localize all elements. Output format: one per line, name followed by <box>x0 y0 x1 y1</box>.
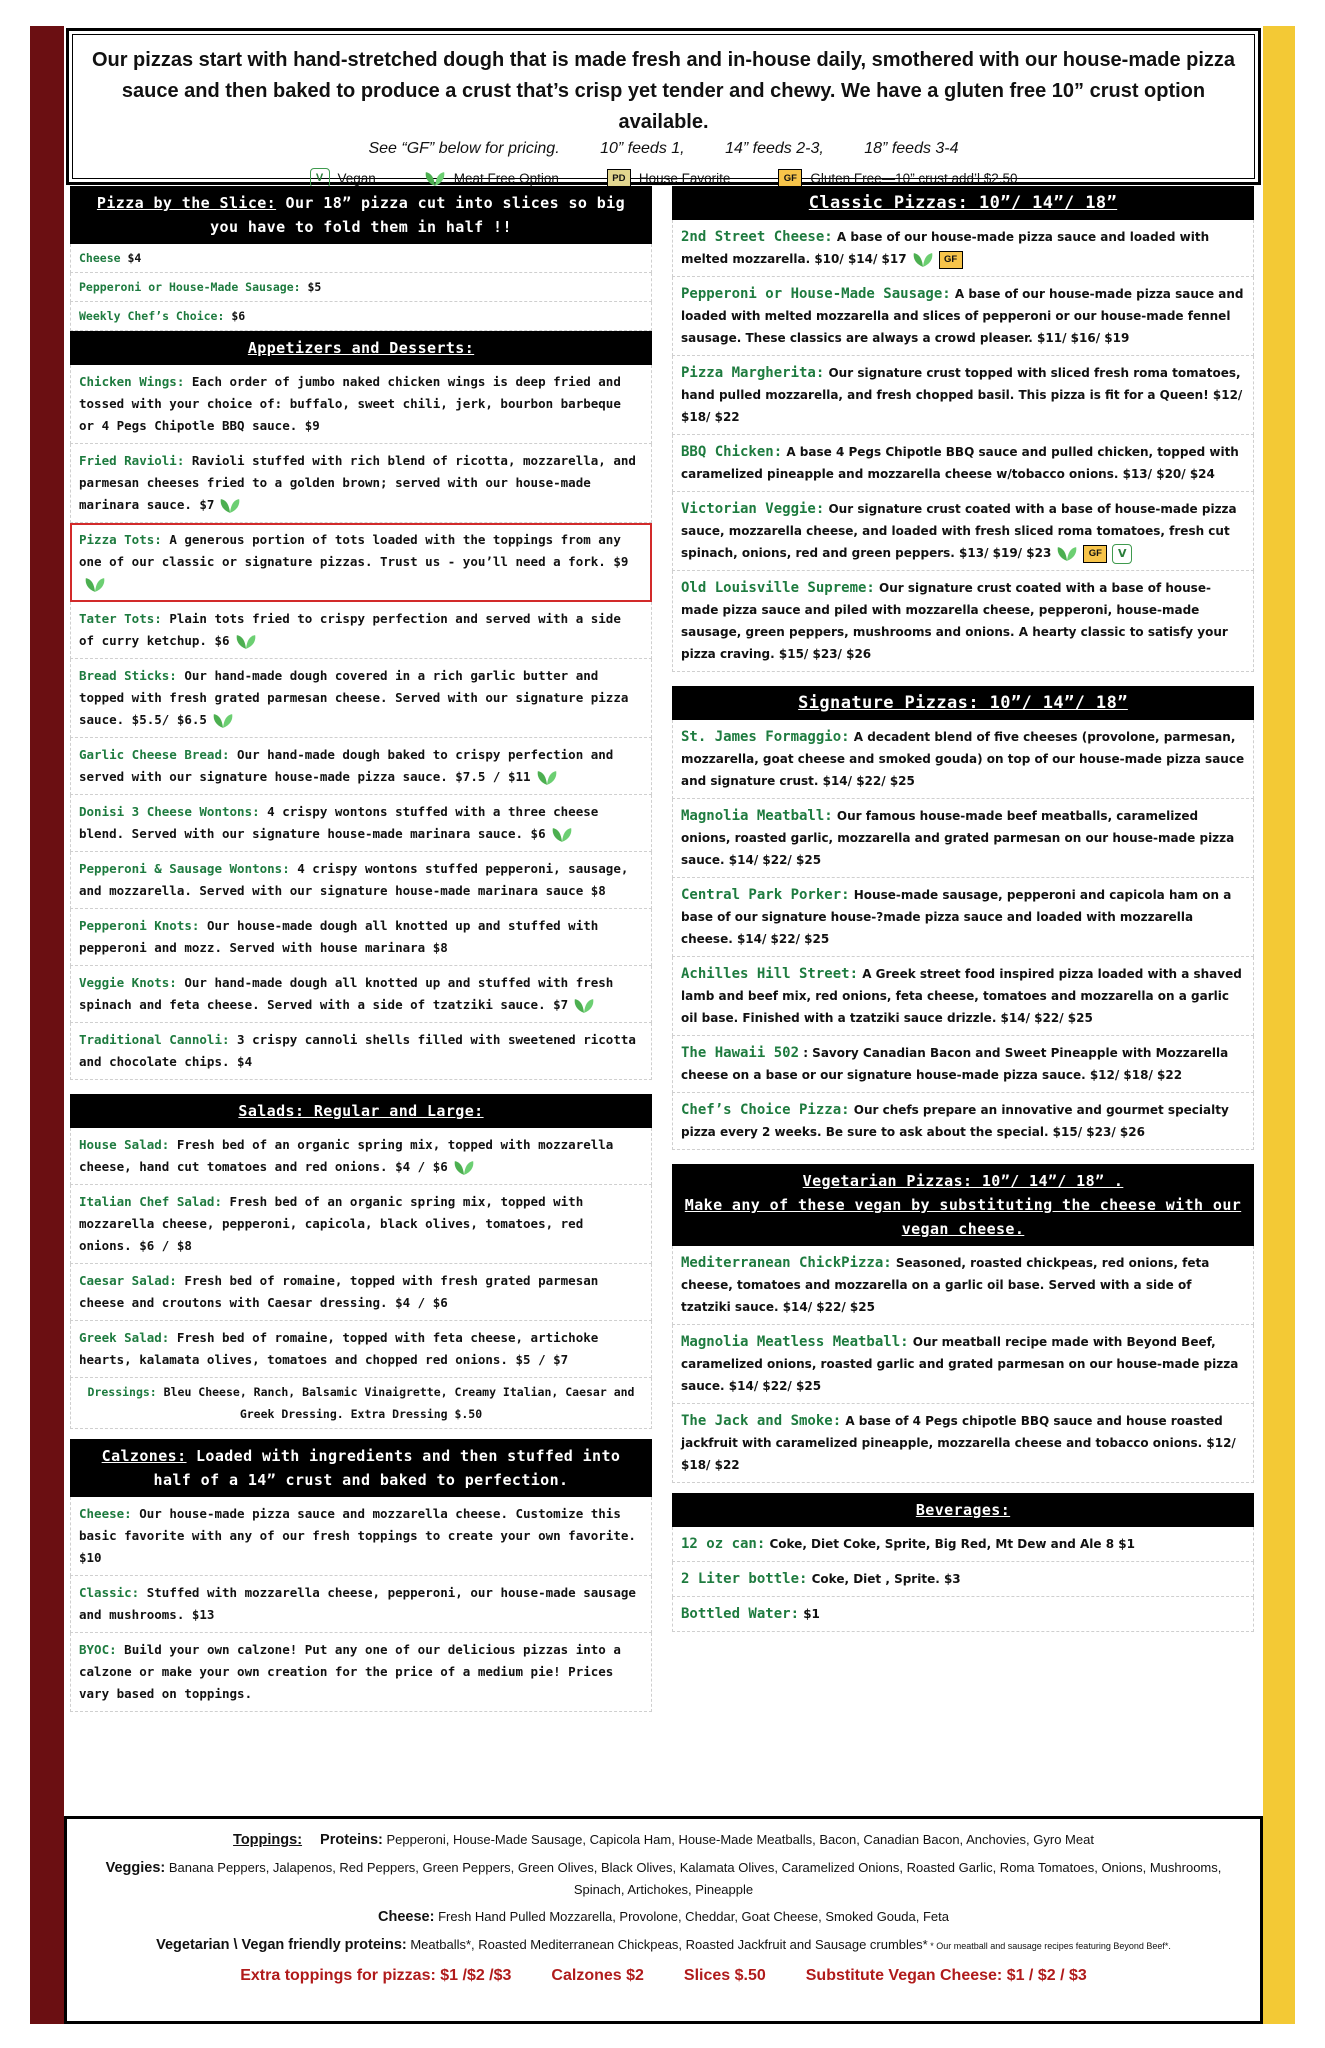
menu-item: Chicken Wings: Each order of jumbo naked chicken wings is deep fried and tossed with your choice of: buffalo, sweet chili, jerk, bourbon barbeque or 4 Pegs Chipotle BBQ sauce. $9 <box>70 365 652 444</box>
menu-item: Tater Tots: Plain tots fried to crispy perfection and served with a side of curry ketchup. $6 <box>70 602 652 659</box>
menu-item: Traditional Cannoli: 3 crispy cannoli shells filled with sweetened ricotta and chocolate chips. $4 <box>70 1023 652 1080</box>
extra-calzones: Calzones $2 <box>551 1967 644 1984</box>
menu-item: Italian Chef Salad: Fresh bed of an organic spring mix, topped with mozzarella cheese, pepperoni, capicola, black olives, tomatoes, red onions. $6 / $8 <box>70 1185 652 1264</box>
header-pricing <box>91 140 1236 158</box>
salads-section-title: Salads: Regular and Large: <box>70 1094 652 1128</box>
vegan-v-icon: V <box>310 168 330 188</box>
extra-pizzas: Extra toppings for pizzas: $1 /$2 /$3 <box>240 1967 512 1984</box>
legend-meat-free: Meat Free Option <box>424 170 559 187</box>
menu-item: Caesar Salad: Fresh bed of romaine, topped with fresh grated parmesan cheese and croutons with Caesar dressing. $4 / $6 <box>70 1264 652 1321</box>
pd-badge: PD <box>607 169 631 187</box>
menu-item: Bread Sticks: Our hand-made dough covered in a rich garlic butter and topped with fresh grated parmesan cheese. Served with our signature pizza sauce. $5.5/ $6.5 <box>70 659 652 738</box>
vegetarian-section-title: Vegetarian Pizzas: 10”/ 14”/ 18” . Make any of these vegan by substituting the cheese with our vegan cheese. <box>672 1164 1254 1246</box>
see-gf-note: See “GF” below for pricing. <box>368 140 560 157</box>
menu-item: Magnolia Meatless Meatball: Our meatball recipe made with Beyond Beef, caramelized onions, roasted garlic and grated parmesan on our house-made pizza sauce. $14/ $22/ $25 <box>672 1325 1254 1404</box>
signature-section-title: Signature Pizzas: 10”/ 14”/ 18” <box>672 686 1254 720</box>
toppings-title: Toppings: <box>233 1832 303 1848</box>
legend-gluten-free: GF Gluten Free—10” crust add’l $2.50 <box>778 169 1017 187</box>
menu-item: Fried Ravioli: Ravioli stuffed with rich blend of ricotta, mozzarella, and parmesan cheeses fried to a golden brown; served with our house-made marinara sauce. $7 <box>70 444 652 523</box>
menu-item: Pepperoni & Sausage Wontons: 4 crispy wontons stuffed pepperoni, sausage, and mozzarella. Served with our signature house-made marinara sauce $8 <box>70 852 652 909</box>
leaf-icon <box>212 712 234 729</box>
feeds-14: 14” feeds 2-3, <box>725 140 824 157</box>
header-intro: Our pizzas start with hand-stretched dough that is made fresh and in-house daily, smothered with our house-made pizza sauce and then baked to produce a crust that’s crisp yet tender and chewy. We have a gluten free 10” crust option available. <box>91 49 1236 133</box>
menu-item: Garlic Cheese Bread: Our hand-made dough baked to crispy perfection and served with our signature house-made pizza sauce. $7.5 / $11 <box>70 738 652 795</box>
calzones-section-title: Calzones: Loaded with ingredients and then stuffed into half of a 14” crust and baked to perfection. <box>70 1439 652 1497</box>
extra-toppings-prices <box>81 1965 1246 1986</box>
menu-item: House Salad: Fresh bed of an organic spring mix, topped with mozzarella cheese, hand cut tomatoes and red onions. $4 / $6 <box>70 1128 652 1185</box>
menu-item: Weekly Chef’s Choice: $6 <box>70 302 652 331</box>
right-column <box>672 186 1254 1632</box>
menu-item: BYOC: Build your own calzone! Put any one of our delicious pizzas into a calzone or make your own creation for the price of a medium pie! Prices vary based on toppings. <box>70 1633 652 1712</box>
menu-item-highlighted: Pizza Tots: A generous portion of tots loaded with the toppings from any one of our classic or signature pizzas. Trust us - you’ll need a fork. $9 <box>70 523 652 602</box>
menu-item: Donisi 3 Cheese Wontons: 4 crispy wontons stuffed with a three cheese blend. Served with our signature house-made marinara sauce. $6 <box>70 795 652 852</box>
classic-section-title: Classic Pizzas: 10”/ 14”/ 18” <box>672 186 1254 220</box>
menu-item: Veggie Knots: Our hand-made dough all knotted up and stuffed with fresh spinach and feta cheese. Served with a side of tzatziki sauce. $7 <box>70 966 652 1023</box>
left-column <box>70 186 652 1712</box>
leaf-icon <box>453 1159 475 1176</box>
slice-section-title: Pizza by the Slice: Our 18” pizza cut into slices so big you have to fold them in half !! <box>70 186 652 244</box>
menu-item: Pepperoni or House-Made Sausage: A base of our house-made pizza sauce and loaded with melted mozzarella and slices of pepperoni or our house-made fennel sausage. These classics are always a crowd pleaser. $11/ $16/ $19 <box>672 277 1254 356</box>
legend-house-favorite: PD House Favorite <box>607 169 731 187</box>
menu-item: BBQ Chicken: A base 4 Pegs Chipotle BBQ sauce and pulled chicken, topped with caramelized pineapple and mozzarella cheese w/tobacco onions. $13/ $20/ $24 <box>672 435 1254 492</box>
menu-item: Cheese $4 <box>70 244 652 273</box>
left-color-band <box>30 26 64 2024</box>
menu-item: St. James Formaggio: A decadent blend of five cheeses (provolone, parmesan, mozzarella, goat cheese and smoked gouda) on top of our house-made pizza sauce and signature crust. $14/ $22/ $25 <box>672 720 1254 799</box>
leaf-icon <box>84 576 106 593</box>
leaf-icon <box>536 769 558 786</box>
menu-item: Central Park Porker: House-made sausage, pepperoni and capicola ham on a base of our signature house-?made pizza sauce and loaded with mozzarella cheese. $14/ $22/ $25 <box>672 878 1254 957</box>
menu-page <box>64 26 1263 2024</box>
feeds-18: 18” feeds 3-4 <box>864 140 959 157</box>
menu-item: 2 Liter bottle: Coke, Diet , Sprite. $3 <box>672 1562 1254 1597</box>
menu-item: 2nd Street Cheese: A base of our house-made pizza sauce and loaded with melted mozzarella. $10/ $14/ $17 GF <box>672 220 1254 277</box>
leaf-icon <box>219 497 241 514</box>
leaf-icon <box>573 997 595 1014</box>
menu-item: Chef’s Choice Pizza: Our chefs prepare an innovative and gourmet specialty pizza every 2 weeks. Be sure to ask about the special. $15/ $23/ $26 <box>672 1093 1254 1150</box>
menu-item: Old Louisville Supreme: Our signature crust coated with a base of house-made pizza sauce and piled with mozzarella cheese, pepperoni, house-made sausage, green peppers, mushrooms and onions. A hearty classic to satisfy your pizza craving. $15/ $23/ $26 <box>672 571 1254 672</box>
beverages-section-title: Beverages: <box>672 1493 1254 1527</box>
legend-vegan: V Vegan <box>310 168 376 188</box>
dressings: Dressings: Bleu Cheese, Ranch, Balsamic Vinaigrette, Creamy Italian, Caesar and Greek Dressing. Extra Dressing $.50 <box>70 1378 652 1429</box>
toppings-box: Toppings: Proteins: Pepperoni, House-Made Sausage, Capicola Ham, House-Made Meatballs, Bacon, Canadian Bacon, Anchovies, Gyro Meat Veggies: Banana Peppers, Jalapenos, Red Peppers, Green Peppers, Green Olives, Black Olives, Kalamata Olives, Caramelized Onions, Roasted Garlic, Roma Tomatoes, Onions, Mushrooms, Spinach, Artichokes, Pineapple Cheese: Fresh Hand Pulled Mozzarella, Provolone, Cheddar, Goat Cheese, Smoked Gouda, Feta Vegetarian \ Vegan friendly proteins: Meatballs*, Roasted Mediterranean Chickpeas, Roasted Jackfruit and Sausage crumbles* * Our meatball and sausage recipes featuring Beyond Beef*. Extra toppings for pizzas: $1 /$2 /$3 Calzones $2 Slices $.50 Substitute Vegan Cheese: $1 / $2 / $3 <box>64 1816 1263 2024</box>
menu-item: Classic: Stuffed with mozzarella cheese, pepperoni, our house-made sausage and mushrooms. $13 <box>70 1576 652 1633</box>
leaf-icon <box>1056 545 1078 562</box>
appetizers-section-title: Appetizers and Desserts: <box>70 331 652 365</box>
menu-item: Achilles Hill Street: A Greek street food inspired pizza loaded with a shaved lamb and beef mix, red onions, feta cheese, tomatoes and mozzarella on a garlic oil base. Finished with a tzatziki sauce drizzle. $14/ $22/ $25 <box>672 957 1254 1036</box>
leaf-icon <box>235 633 257 650</box>
leaf-icon <box>912 251 934 268</box>
gf-badge: GF <box>939 251 963 269</box>
menu-item: Magnolia Meatball: Our famous house-made beef meatballs, caramelized onions, roasted garlic, mozzarella and grated parmesan on our house-made pizza sauce. $14/ $22/ $25 <box>672 799 1254 878</box>
menu-item: Bottled Water: $1 <box>672 1597 1254 1632</box>
menu-item: Pepperoni or House-Made Sausage: $5 <box>70 273 652 302</box>
menu-item: The Jack and Smoke: A base of 4 Pegs chipotle BBQ sauce and house roasted jackfruit with caramelized pineapple, mozzarella cheese and tobacco onions. $12/ $18/ $22 <box>672 1404 1254 1483</box>
feeds-10: 10” feeds 1, <box>600 140 685 157</box>
menu-item: The Hawaii 502 : Savory Canadian Bacon and Sweet Pineapple with Mozzarella cheese on a base or our signature house-made pizza sauce. $12/ $18/ $22 <box>672 1036 1254 1093</box>
vegan-v-icon: V <box>1112 544 1132 564</box>
leaf-icon <box>424 170 446 187</box>
menu-item: Victorian Veggie: Our signature crust coated with a base of house-made pizza sauce, mozzarella cheese, and loaded with fresh sliced roma tomatoes, fresh cut spinach, onions, red and green peppers. $13/ $19/ $23 GF V <box>672 492 1254 571</box>
extra-slices: Slices $.50 <box>683 1967 766 1984</box>
menu-item: Pizza Margherita: Our signature crust topped with sliced fresh roma tomatoes, hand pulled mozzarella, and fresh chopped basil. This pizza is fit for a Queen! $12/ $18/ $22 <box>672 356 1254 435</box>
menu-item: Greek Salad: Fresh bed of romaine, topped with feta cheese, artichoke hearts, kalamata olives, tomatoes and chopped red onions. $5 / $7 <box>70 1321 652 1378</box>
leaf-icon <box>551 826 573 843</box>
gf-badge: GF <box>778 169 802 187</box>
legend <box>91 168 1236 188</box>
extra-vegan-cheese: Substitute Vegan Cheese: $1 / $2 / $3 <box>805 1967 1087 1984</box>
menu-item: Cheese: Our house-made pizza sauce and mozzarella cheese. Customize this basic favorite with any of our fresh toppings to create your own favorite. $10 <box>70 1497 652 1576</box>
menu-item: Mediterranean ChickPizza: Seasoned, roasted chickpeas, red onions, feta cheese, tomatoes and mozzarella on a garlic oil base. Served with a side of tzatziki sauce. $14/ $22/ $25 <box>672 1246 1254 1325</box>
menu-header <box>66 28 1261 185</box>
menu-item: Pepperoni Knots: Our house-made dough all knotted up and stuffed with pepperoni and mozz. Served with house marinara $8 <box>70 909 652 966</box>
right-color-band <box>1263 26 1295 2024</box>
menu-item: 12 oz can: Coke, Diet Coke, Sprite, Big Red, Mt Dew and Ale 8 $1 <box>672 1527 1254 1562</box>
gf-badge: GF <box>1083 545 1107 563</box>
